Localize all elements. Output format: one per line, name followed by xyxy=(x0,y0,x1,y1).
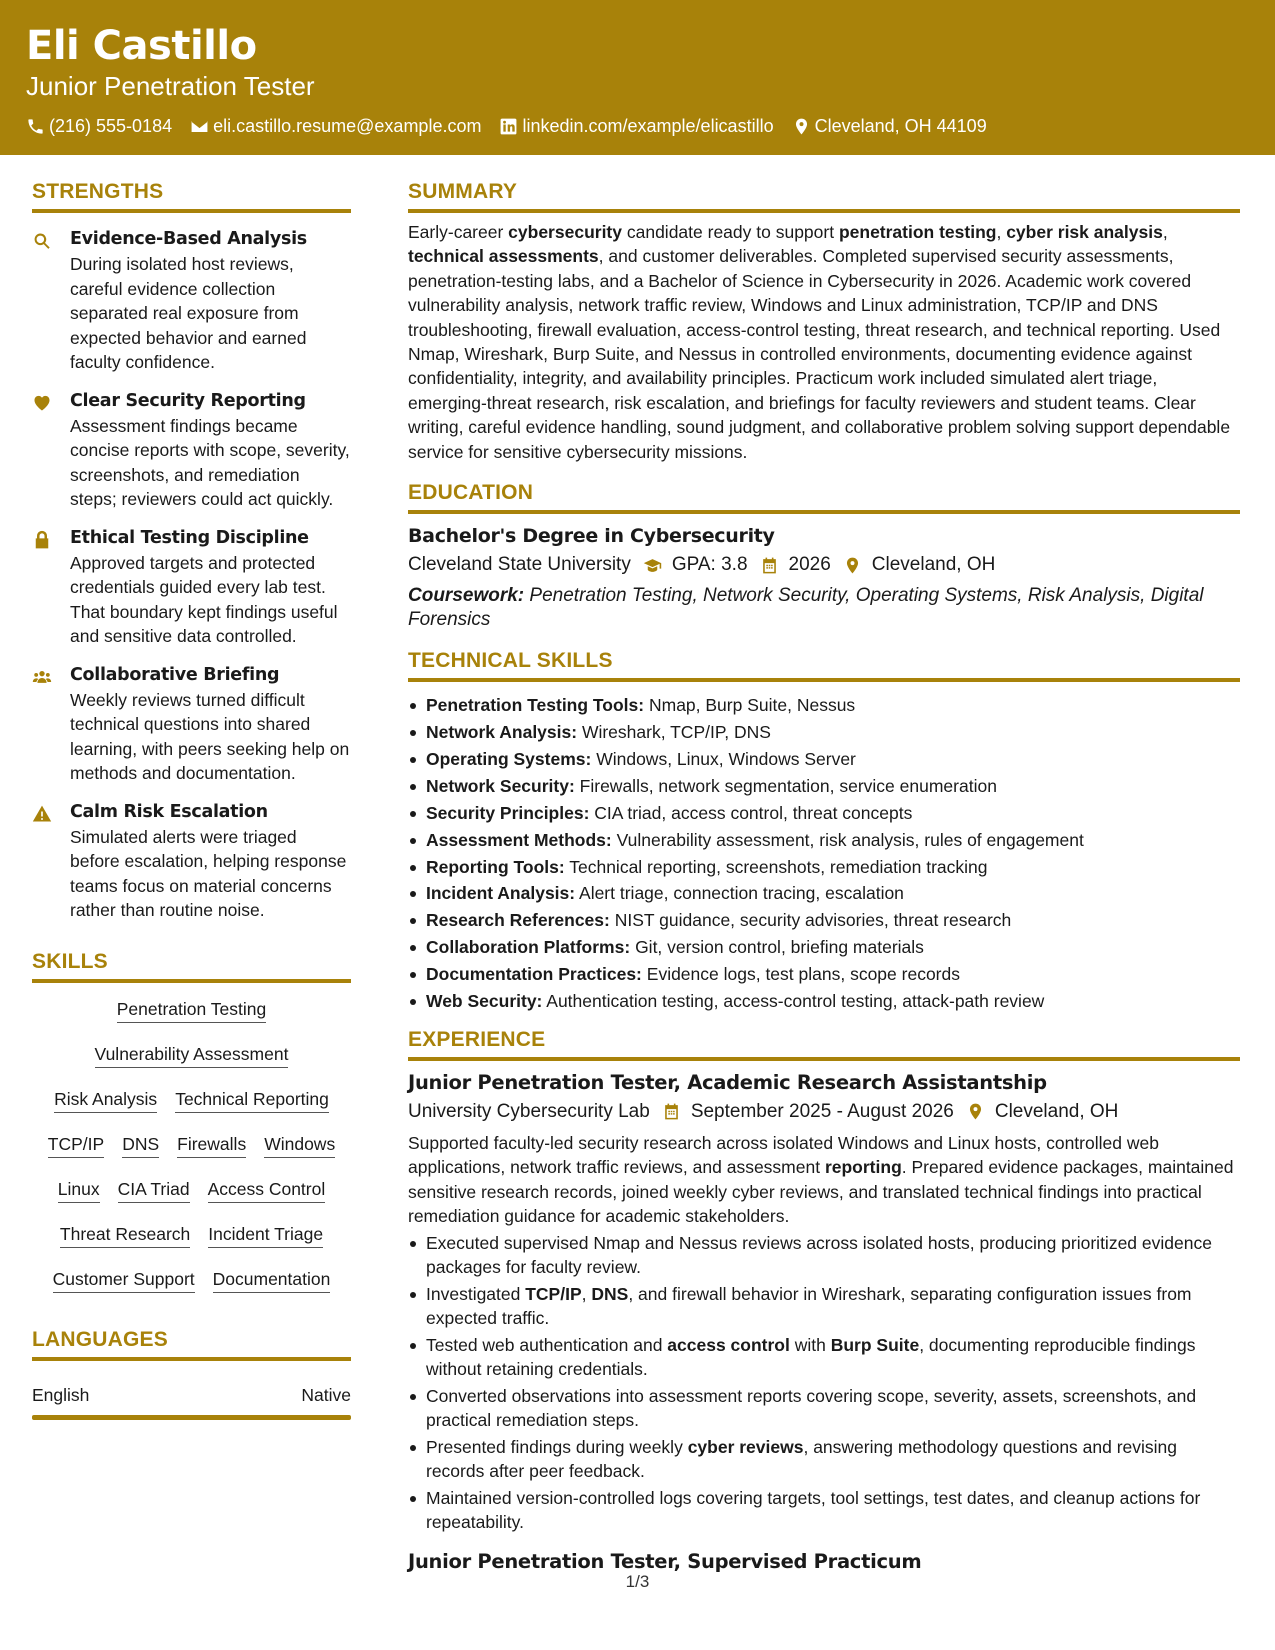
map-pin-icon xyxy=(966,1102,985,1121)
emphasis-text: DNS xyxy=(591,1283,629,1304)
languages-list xyxy=(32,1383,351,1420)
skill-values: Technical reporting, screenshots, remediation tracking xyxy=(569,856,988,877)
skill-category: Web Security: xyxy=(426,991,543,1012)
job-title: Junior Penetration Tester, Supervised Practicum xyxy=(408,1550,922,1574)
skill-tag: TCP/IP xyxy=(48,1132,104,1158)
text-run: Tested web authentication and xyxy=(426,1334,668,1355)
job-meta xyxy=(408,1097,1240,1127)
job-bullet xyxy=(408,1231,1240,1280)
experience-list xyxy=(408,1069,1240,1576)
job-bullet xyxy=(408,1282,1240,1331)
contact-email[interactable]: eli.castillo.resume@example.com xyxy=(190,114,481,138)
technical-skill-item xyxy=(408,692,1240,719)
technical-skill-item xyxy=(408,934,1240,961)
skill-tag: Customer Support xyxy=(53,1267,195,1293)
lock-icon xyxy=(32,526,70,649)
job-dates: September 2025 - August 2026 xyxy=(690,1100,954,1122)
skill-values: CIA triad, access control, threat concepts xyxy=(594,802,913,823)
summary-text xyxy=(408,220,1240,464)
warning-icon xyxy=(32,800,70,923)
emphasis-text: access control xyxy=(667,1334,790,1355)
contact-linkedin[interactable]: linkedin.com/example/elicastillo xyxy=(499,114,773,138)
technical-skill-item xyxy=(408,988,1240,1015)
skill-category: Reporting Tools: xyxy=(426,856,565,877)
strength-title: Collaborative Briefing xyxy=(70,664,280,685)
calendar-icon xyxy=(662,1102,681,1121)
skill-category: Incident Analysis: xyxy=(426,883,576,904)
job-organization: University Cybersecurity Lab xyxy=(408,1100,650,1122)
strength-description: Weekly reviews turned difficult technical questions into shared learning, with peers seeking help on methods and documentation. xyxy=(70,689,350,783)
text-run: . Prepared evidence packages, maintained sensitive research records, joined weekly cyber reviews, and translated technical findings into practical remediation guidance for academic stakeholders. xyxy=(408,1157,1234,1227)
job-description xyxy=(408,1131,1240,1229)
text-run: , and firewall behavior in Wireshark, separating configuration issues from expected traffic. xyxy=(426,1283,1192,1328)
text-run: with xyxy=(789,1334,831,1355)
job-title: Junior Penetration Tester, Academic Research Assistantship xyxy=(408,1070,1047,1094)
text-run: , xyxy=(581,1283,592,1304)
skill-values: Wireshark, TCP/IP, DNS xyxy=(581,721,771,742)
strengths-list xyxy=(32,227,351,923)
skill-tag: Risk Analysis xyxy=(54,1087,157,1113)
strength-description: Simulated alerts were triaged before escalation, helping response teams focus on material concerns rather than routine noise. xyxy=(70,826,347,920)
contact-location: Cleveland, OH 44109 xyxy=(792,114,987,138)
technical-skill-item xyxy=(408,719,1240,746)
page-number: 1/3 xyxy=(625,1572,650,1591)
text-run: , and customer deliverables. Completed supervised security assessments, penetration-testing labs, and a Bachelor of Science in Cybersecurity in 2026. Academic work covered vulnerability analysis, network traffic review, Windows and Linux administration, TCP/IP and DNS troubleshooting, firewall evaluation, access-control testing, threat research, and technical reporting. Used Nmap, Wireshark, Burp Suite, and Nessus in controlled environments, documenting evidence against confidentiality, integrity, and availability principles. Practicum work included simulated alert triage, emerging-threat research, risk escalation, and briefings for faculty reviewers and student teams. Clear writing, careful evidence handling, sound judgment, and collaborative problem solving support dependable service for sensitive cybersecurity missions. xyxy=(408,246,1231,462)
graduation-year: 2026 xyxy=(788,554,831,576)
skill-category: Assessment Methods: xyxy=(426,829,612,850)
school-name: Cleveland State University xyxy=(408,554,631,576)
skill-tag: Threat Research xyxy=(60,1222,190,1248)
strength-item xyxy=(32,389,351,512)
job-bullets xyxy=(408,1231,1240,1535)
strength-body xyxy=(70,526,351,649)
emphasis-text: reporting xyxy=(824,1157,902,1178)
emphasis-text: TCP/IP xyxy=(525,1283,582,1304)
strength-title: Ethical Testing Discipline xyxy=(70,527,309,548)
strength-body xyxy=(70,800,351,923)
envelope-icon xyxy=(190,117,209,136)
technical-skill-item xyxy=(408,907,1240,934)
technical-skill-item xyxy=(408,961,1240,988)
skill-tag: DNS xyxy=(122,1132,159,1158)
skill-row xyxy=(32,1042,351,1068)
resume-header xyxy=(0,0,1275,155)
skill-category: Research References: xyxy=(426,910,610,931)
coursework xyxy=(408,584,1240,632)
school-location: Cleveland, OH xyxy=(871,554,996,576)
skill-tag: Documentation xyxy=(213,1267,331,1293)
languages-heading: LANGUAGES xyxy=(32,1325,351,1361)
skill-values: Vulnerability assessment, risk analysis, rules of engagement xyxy=(616,829,1084,850)
text-run: candidate ready to support xyxy=(622,222,839,242)
strength-item xyxy=(32,227,351,375)
job-location: Cleveland, OH xyxy=(994,1100,1119,1122)
technical-skill-item xyxy=(408,827,1240,854)
technical-skill-item xyxy=(408,746,1240,773)
phone-icon xyxy=(26,117,45,136)
skill-category: Security Principles: xyxy=(426,802,590,823)
technical-skill-item xyxy=(408,800,1240,827)
strength-title: Clear Security Reporting xyxy=(70,390,306,411)
skill-category: Network Security: xyxy=(426,775,575,796)
technical-skills-list xyxy=(408,692,1240,1015)
skill-values: Nmap, Burp Suite, Nessus xyxy=(648,695,856,716)
coursework-list: Penetration Testing, Network Security, Operating Systems, Risk Analysis, Digital Forensics xyxy=(408,585,1204,631)
strength-title: Evidence-Based Analysis xyxy=(70,229,307,249)
emphasis-text: technical assessments xyxy=(408,246,599,267)
degree-title: Bachelor's Degree in Cybersecurity xyxy=(408,525,775,548)
skill-row xyxy=(32,1222,351,1248)
magnifier-icon xyxy=(32,227,70,375)
experience-heading: EXPERIENCE xyxy=(408,1025,1240,1061)
calendar-icon xyxy=(760,556,779,575)
text-run: , documenting reproducible findings without retaining credentials. xyxy=(426,1334,1196,1379)
linkedin-icon xyxy=(499,117,518,136)
technical-skill-item xyxy=(408,854,1240,881)
skills-heading: SKILLS xyxy=(32,947,351,983)
skill-category: Documentation Practices: xyxy=(426,964,642,985)
skill-tag: Access Control xyxy=(208,1177,326,1203)
text-run: Executed supervised Nmap and Nessus reviews across isolated hosts, producing prioritized evidence packages for faculty review. xyxy=(426,1232,1212,1277)
technical-skill-item xyxy=(408,773,1240,800)
strength-body xyxy=(70,389,351,512)
skill-tag: Windows xyxy=(264,1132,335,1158)
skill-values: Authentication testing, access-control testing, attack-path review xyxy=(546,991,1045,1012)
strength-title: Calm Risk Escalation xyxy=(70,801,268,822)
text-run: Converted observations into assessment reports covering scope, severity, assets, screenshots, and practical remediation steps. xyxy=(426,1385,1197,1430)
skill-tag: Linux xyxy=(58,1177,100,1203)
strength-description: Approved targets and protected credentials guided every lab test. That boundary kept findings useful and sensitive data controlled. xyxy=(70,552,338,646)
skill-tag: CIA Triad xyxy=(118,1177,190,1203)
technical-skills-heading: TECHNICAL SKILLS xyxy=(408,646,1240,682)
text-run: Supported faculty-led security research across isolated Windows and Linux hosts, controlled web applications, network traffic reviews, and assessment xyxy=(408,1132,1159,1178)
skill-row xyxy=(32,1267,351,1293)
skill-values: NIST guidance, security advisories, threat research xyxy=(614,910,1012,931)
skill-tag: Firewalls xyxy=(177,1132,246,1158)
map-pin-icon xyxy=(792,117,811,136)
job-bullet xyxy=(408,1333,1240,1382)
strength-body xyxy=(70,663,351,786)
skill-values: Windows, Linux, Windows Server xyxy=(596,748,856,769)
strengths-heading: STRENGTHS xyxy=(32,177,351,213)
graduation-cap-icon xyxy=(643,556,662,575)
job-bullet xyxy=(408,1384,1240,1433)
emphasis-text: penetration testing xyxy=(838,222,997,242)
skill-tag: Incident Triage xyxy=(208,1222,323,1248)
gpa: GPA: 3.8 xyxy=(671,554,748,576)
skill-tag: Penetration Testing xyxy=(117,997,267,1023)
skill-row xyxy=(32,997,351,1023)
job-bullet xyxy=(408,1486,1240,1535)
language-item xyxy=(32,1383,351,1407)
strength-description: During isolated host reviews, careful evidence collection separated real exposure from expected behavior and earned faculty confidence. xyxy=(70,254,307,372)
strength-item xyxy=(32,526,351,649)
contact-bar xyxy=(26,114,1249,138)
language-name: English xyxy=(32,1384,90,1405)
text-run: Presented findings during weekly xyxy=(426,1436,688,1457)
text-run: , xyxy=(1162,222,1168,242)
left-column xyxy=(32,177,351,1420)
strength-item xyxy=(32,663,351,786)
emphasis-text: Burp Suite xyxy=(830,1334,920,1355)
technical-skill-item xyxy=(408,880,1240,907)
text-run: , answering methodology questions and revising records after peer feedback. xyxy=(426,1436,1178,1481)
skill-tag: Technical Reporting xyxy=(175,1087,329,1113)
skill-values: Firewalls, network segmentation, service enumeration xyxy=(579,775,997,796)
skill-category: Network Analysis: xyxy=(426,721,578,742)
right-column xyxy=(408,177,1240,1576)
contact-phone[interactable]: (216) 555-0184 xyxy=(26,114,172,138)
skill-row xyxy=(32,1177,351,1203)
language-level-bar xyxy=(32,1415,351,1420)
strength-item xyxy=(32,800,351,923)
users-icon xyxy=(32,663,70,786)
coursework-label: Coursework: xyxy=(408,585,525,607)
text-run: , xyxy=(996,222,1007,242)
skill-values: Git, version control, briefing materials xyxy=(635,937,924,958)
summary-heading: SUMMARY xyxy=(408,177,1240,213)
education-heading: EDUCATION xyxy=(408,478,1240,514)
job-bullet xyxy=(408,1435,1240,1484)
text-run: Early-career xyxy=(408,222,509,242)
candidate-title: Junior Penetration Tester xyxy=(26,71,315,101)
skill-category: Collaboration Platforms: xyxy=(426,937,631,958)
skill-category: Operating Systems: xyxy=(426,748,592,769)
skill-tag: Vulnerability Assessment xyxy=(95,1042,289,1068)
skill-row xyxy=(32,1132,351,1158)
heart-icon xyxy=(32,389,70,512)
skill-category: Penetration Testing Tools: xyxy=(426,695,645,716)
emphasis-text: cybersecurity xyxy=(508,222,622,242)
skill-row xyxy=(32,1087,351,1113)
skills-list xyxy=(32,997,351,1293)
language-level: Native xyxy=(301,1384,351,1405)
text-run: Investigated xyxy=(426,1283,526,1304)
skill-values: Evidence logs, test plans, scope records xyxy=(646,964,960,985)
education-meta xyxy=(408,550,1240,580)
candidate-name: Eli Castillo xyxy=(26,23,257,69)
emphasis-text: cyber risk analysis xyxy=(1006,222,1163,242)
skill-values: Alert triage, connection tracing, escalation xyxy=(579,883,904,904)
strength-body xyxy=(70,227,351,375)
text-run: Maintained version-controlled logs covering targets, tool settings, test dates, and cleanup actions for repeatability. xyxy=(426,1487,1201,1532)
strength-description: Assessment findings became concise reports with scope, severity, screenshots, and remediation steps; reviewers could act quickly. xyxy=(70,415,350,509)
map-pin-icon xyxy=(843,556,862,575)
emphasis-text: cyber reviews xyxy=(687,1436,804,1457)
